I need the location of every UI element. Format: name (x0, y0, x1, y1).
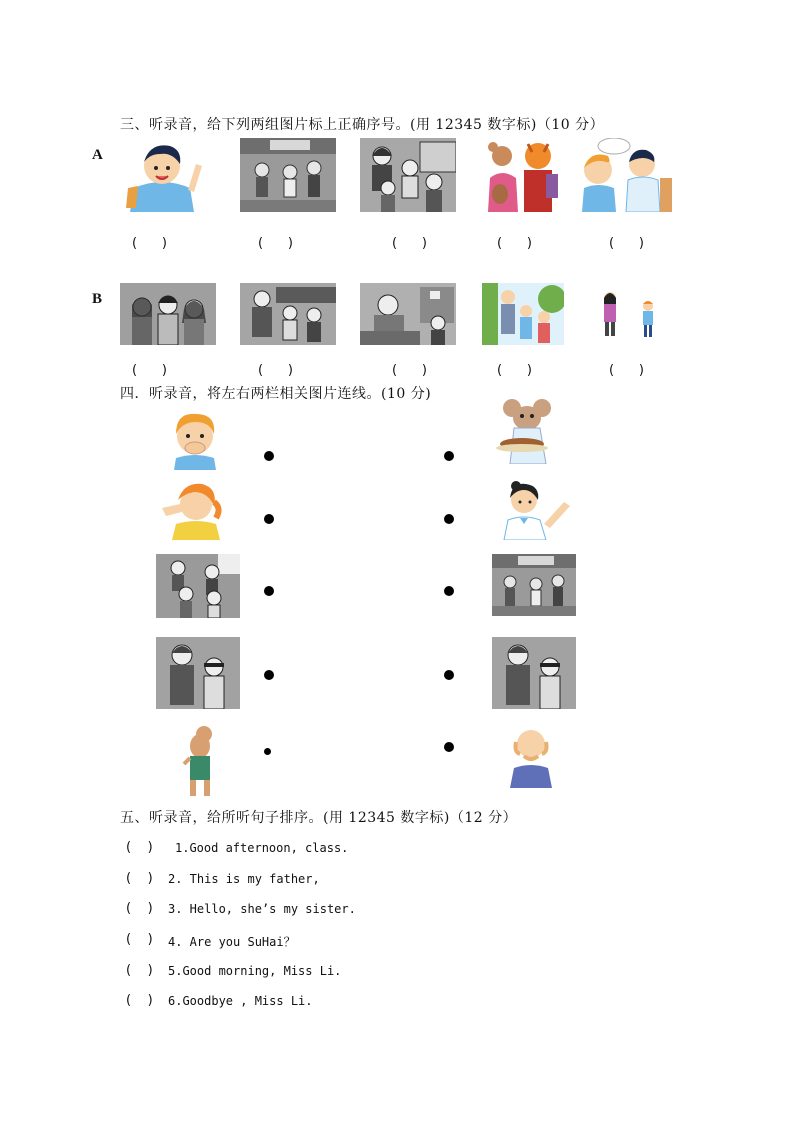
grandpa-desk-sketch-icon (360, 283, 456, 345)
blank-b2[interactable]: ( ) (258, 363, 293, 378)
sentence-blank-2[interactable]: ( ) (126, 871, 153, 886)
sentence-6: 6.Goodbye , Miss Li. (168, 994, 313, 1008)
grandpa-icon (506, 724, 556, 788)
classroom-sketch-icon-right (492, 554, 576, 616)
family-group-sketch-icon (360, 138, 456, 212)
blank-a3[interactable]: ( ) (392, 236, 427, 251)
blank-a4[interactable]: ( ) (497, 236, 532, 251)
mouse-with-cake-icon (492, 398, 564, 464)
three-girls-sketch-icon (120, 283, 216, 345)
sentence-blank-3[interactable]: ( ) (126, 901, 153, 916)
match-dot-left-4[interactable] (264, 670, 274, 680)
sentence-blank-6[interactable]: ( ) (126, 993, 153, 1008)
grandma-boy-sketch-icon-right (492, 637, 576, 709)
match-dot-left-5[interactable] (264, 748, 271, 755)
sentence-blank-1[interactable]: ( ) (126, 840, 153, 855)
section3-title: 三、听录音，给下列两组图片标上正确序号。(用 12345 数字标)（10 分） (120, 117, 605, 133)
grandma-boy-sketch-icon (156, 637, 240, 709)
row-b-label: B (92, 291, 103, 307)
classroom-sketch-icon (240, 138, 336, 212)
sentence-1: 1.Good afternoon, class. (175, 841, 349, 855)
blank-b5[interactable]: ( ) (609, 363, 644, 378)
boy-waving-icon (120, 138, 204, 212)
section4-title: 四．听录音，将左右两栏相关图片连线。(10 分) (120, 386, 432, 402)
blank-a2[interactable]: ( ) (258, 236, 293, 251)
family-park-icon (482, 283, 564, 345)
section5-title: 五、听录音，给所听句子排序。(用 12345 数字标)（12 分） (120, 810, 518, 826)
sentence-2: 2. This is my father, (168, 872, 320, 886)
boy-covering-mouth-icon (166, 408, 224, 470)
girl-waving-icon (158, 478, 228, 540)
match-dot-left-3[interactable] (264, 586, 274, 596)
match-dot-right-4[interactable] (444, 670, 454, 680)
match-dot-right-3[interactable] (444, 586, 454, 596)
match-dot-right-1[interactable] (444, 451, 454, 461)
sentence-blank-4[interactable]: ( ) (126, 932, 153, 947)
match-dot-right-2[interactable] (444, 514, 454, 524)
sentence-blank-5[interactable]: ( ) (126, 963, 153, 978)
blank-b1[interactable]: ( ) (132, 363, 167, 378)
sentence-5: 5.Good morning, Miss Li. (168, 964, 342, 978)
two-kids-small-icon (596, 288, 662, 342)
match-dot-left-2[interactable] (264, 514, 274, 524)
sentence-4: 4. Are you SuHai？ (168, 935, 296, 949)
sentence-3: 3. Hello, she’s my sister. (168, 902, 356, 916)
mouse-standing-icon (174, 724, 224, 800)
girl-waving-hello-icon (498, 478, 576, 540)
match-dot-right-5[interactable] (444, 742, 454, 752)
row-a-label: A (92, 147, 103, 163)
match-dot-left-1[interactable] (264, 451, 274, 461)
blank-a5[interactable]: ( ) (609, 236, 644, 251)
kids-sketch-icon (156, 554, 240, 618)
family-outside-sketch-icon (240, 283, 336, 345)
blank-a1[interactable]: ( ) (132, 236, 167, 251)
blank-b4[interactable]: ( ) (497, 363, 532, 378)
blank-b3[interactable]: ( ) (392, 363, 427, 378)
two-boys-talking-icon (576, 138, 672, 212)
animal-pair-icon (482, 138, 562, 212)
